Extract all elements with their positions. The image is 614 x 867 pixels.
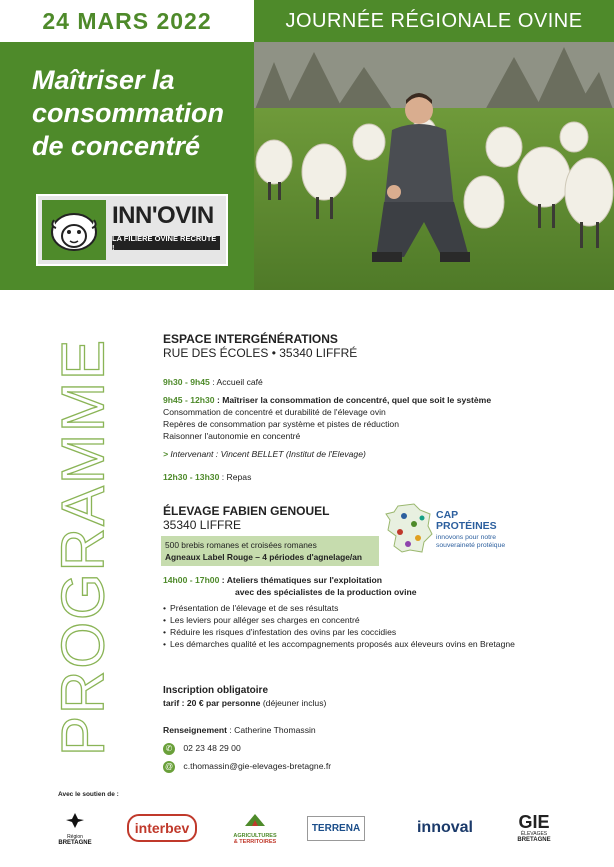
farm-highlight	[161, 536, 379, 566]
session-item: Repères de consommation par système et pistes de réduction	[163, 419, 399, 429]
programme-word: PROGRAMME	[49, 337, 117, 757]
farm-lambs: Agneaux Label Rouge – 4 périodes d'agnelage/an	[165, 552, 362, 562]
accueil-time: 9h30 - 9h45	[163, 377, 210, 387]
phone-row	[163, 742, 241, 755]
venue-1-name: ESPACE INTERGÉNÉRATIONS	[163, 332, 338, 346]
intervenant-text: Intervenant : Vincent BELLET (Institut de l'Elevage)	[170, 449, 366, 459]
date-band	[0, 0, 254, 42]
email-icon: @	[164, 761, 174, 771]
innoval-text: innoval	[416, 819, 473, 836]
cap-proteines-logo	[384, 502, 514, 554]
cap-title	[436, 510, 497, 532]
inscription	[163, 684, 326, 709]
event-date: 24 MARS 2022	[42, 7, 212, 34]
cap-title-2: PROTÉINES	[436, 520, 497, 532]
inscription-title: Inscription obligatoire	[163, 685, 269, 696]
afternoon-label-2: avec des spécialistes de la production ovine	[235, 587, 417, 597]
interbev-text: interbev	[127, 814, 197, 842]
sponsor-region-bretagne	[54, 806, 96, 850]
renseignement-contact: : Catherine Thomassin	[227, 725, 316, 735]
venue-2-name: ÉLEVAGE FABIEN GENOUEL	[163, 504, 330, 518]
logo-title: INN'OVIN	[112, 202, 214, 229]
afternoon-bullets	[163, 602, 603, 650]
event-band	[254, 0, 614, 42]
sponsor-innoval	[404, 806, 486, 850]
venue-1-address: RUE DES ÉCOLES • 35340 LIFFRÉ	[163, 346, 358, 360]
repas-label: : Repas	[221, 472, 252, 482]
schedule-accueil	[163, 376, 263, 388]
gie-text: GIE	[518, 812, 550, 832]
accueil-label: : Accueil café	[212, 377, 263, 387]
region-line-2: BRETAGNE	[58, 839, 92, 846]
terrena-text: TERRENA	[307, 816, 365, 841]
afternoon-label-1: : Ateliers thématiques sur l'exploitation	[221, 575, 383, 585]
cap-subtitle	[436, 534, 516, 550]
schedule-session	[163, 394, 603, 442]
cap-sub-2: souveraineté protéique	[436, 542, 506, 549]
venue-2	[163, 504, 329, 532]
repas-time: 12h30 - 13h30	[163, 472, 220, 482]
sponsors-label: Avec le soutien de :	[58, 791, 119, 798]
intervenant	[163, 448, 366, 460]
renseignement-label: Renseignement	[163, 725, 227, 735]
page-title	[32, 64, 252, 163]
farm-flock: 500 brebis romanes et croisées romanes	[165, 540, 317, 550]
ermine-icon	[64, 811, 86, 829]
session-time: 9h45 - 12h30	[163, 395, 215, 405]
session-item: Consommation de concentré et durabilité de l'élevage ovin	[163, 407, 386, 417]
agri-line-1: AGRICULTURES	[233, 832, 277, 839]
intervenant-arrow: >	[163, 449, 169, 459]
sponsor-interbev	[120, 806, 204, 850]
programme-vertical-title	[49, 322, 117, 772]
title-line-3: de concentré	[32, 131, 201, 161]
cap-title-1: CAP	[436, 509, 459, 521]
venue-1	[163, 332, 357, 360]
region-line-1: Région	[67, 833, 83, 840]
list-item: • Réduire les risques d'infestation des ovins par les coccidies	[163, 626, 603, 638]
phone-number[interactable]: 02 23 48 29 00	[183, 743, 241, 753]
cap-sub-1: innovons pour notre	[436, 534, 497, 541]
event-name: JOURNÉE RÉGIONALE OVINE	[285, 9, 583, 32]
sheep-logo-icon	[42, 200, 106, 260]
title-line-2: consommation	[32, 98, 225, 128]
agri-line-2: & TERRITOIRES	[233, 838, 277, 845]
tarif-detail: (déjeuner inclus)	[260, 698, 327, 708]
logo-text-area	[110, 202, 222, 260]
schedule-afternoon	[163, 574, 603, 598]
list-item: • Les leviers pour alléger ses charges en concentré	[163, 614, 603, 626]
renseignement	[163, 724, 316, 736]
afternoon-time: 14h00 - 17h00	[163, 575, 220, 585]
chambre-agriculture-icon	[243, 812, 267, 828]
france-map-icon	[384, 502, 434, 554]
tarif: tarif : 20 € par personne	[163, 698, 261, 708]
title-panel	[0, 42, 254, 290]
session-item: Raisonner l'autonomie en concentré	[163, 431, 301, 441]
email-row	[163, 760, 331, 773]
email-address[interactable]: c.thomassin@gie-elevages-bretagne.fr	[183, 761, 332, 771]
sponsor-terrena	[304, 806, 368, 850]
session-label: : Maîtriser la consommation de concentré, quel que soit le système	[216, 395, 492, 405]
gie-line-1: ÉLEVAGES	[520, 831, 548, 837]
schedule-repas	[163, 471, 251, 483]
sponsor-gie-elevages-bretagne	[508, 806, 560, 850]
logo-tagline: LA FILIÈRE OVINE RECRUTE !	[112, 236, 220, 250]
title-line-1: Maîtriser la	[32, 65, 175, 95]
phone-icon: ✆	[163, 743, 175, 755]
innovin-logo	[36, 194, 228, 266]
venue-2-address: 35340 LIFFRE	[163, 518, 242, 532]
list-item: • Les démarches qualité et les accompagnements proposés aux éleveurs ovins en Bretagne	[163, 638, 603, 650]
farmer-sheep-photo	[254, 42, 614, 290]
gie-line-2: BRETAGNE	[517, 837, 551, 843]
sponsor-agricultures-territoires	[226, 806, 284, 850]
list-item: • Présentation de l'élevage et de ses résultats	[163, 602, 603, 614]
